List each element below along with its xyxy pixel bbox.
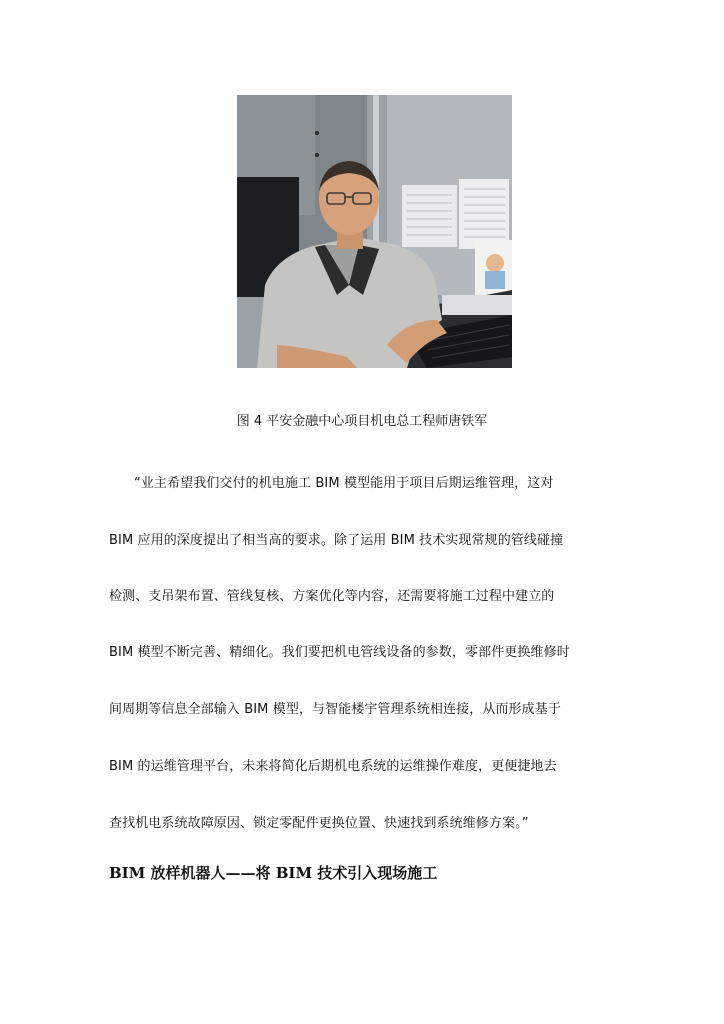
quote-line: 查找机电系统故障原因、锁定零配件更换位置、快速找到系统维修方案。” [109, 816, 529, 831]
quote-line: “业主希望我们交付的机电施工 BIM 模型能用于项目后期运维管理，这对 [134, 476, 554, 491]
figure-caption: 图 4 平安金融中心项目机电总工程师唐铁军 [236, 414, 488, 429]
section-heading: BIM 放样机器人——将 BIM 技术引入现场施工 [109, 864, 438, 882]
quote-line: 间周期等信息全部输入 BIM 模型，与智能楼宇管理系统相连接，从而形成基于 [109, 702, 561, 717]
quote-line: BIM 模型不断完善、精细化。我们要把机电管线设备的参数，零部件更换维修时 [109, 645, 570, 660]
quote-line: BIM 应用的深度提出了相当高的要求。除了运用 BIM 技术实现常规的管线碰撞 [109, 533, 564, 548]
engineer-photo [237, 95, 512, 368]
quote-line: BIM 的运维管理平台，未来将简化后期机电系统的运维操作难度，更便捷地去 [109, 759, 557, 774]
portrait-image [237, 95, 512, 368]
quote-line: 检测、支吊架布置、管线复核、方案优化等内容，还需要将施工过程中建立的 [109, 589, 555, 604]
